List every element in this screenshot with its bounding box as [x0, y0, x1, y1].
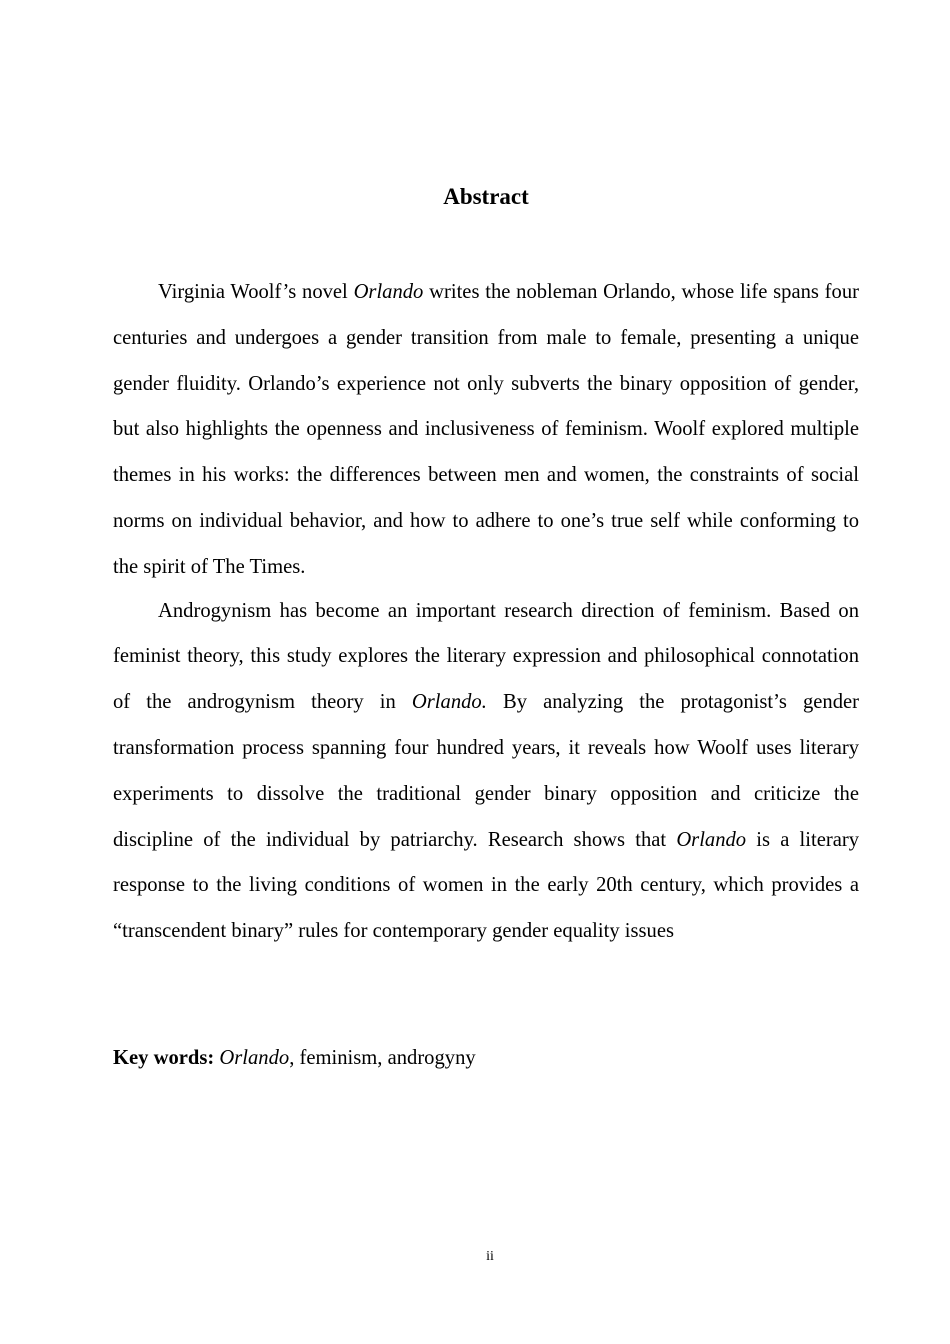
paragraph-1-text-a: Virginia Woolf’s novel [158, 281, 354, 303]
novel-title-italic: Orlando [353, 281, 424, 303]
novel-title-italic: Orlando. [411, 691, 487, 714]
abstract-paragraph-2 [113, 589, 859, 955]
paragraph-2-text-c: is a literary response to the living conditions of women in the early 20th century, which provides a “transcendent binary” rules for contemporary gender equality issues [113, 828, 860, 943]
paragraph-2-text-b: By analyzing the protagonist’s gender transformation process spanning four hundred years, it reveals how Woolf uses literary experiments to dissolve the traditional gender binary opposition and criticize the discipline of the individual by patriarchy. Research shows that [113, 691, 859, 851]
abstract-paragraph-1 [113, 270, 859, 591]
page-title: Abstract [443, 184, 529, 209]
paragraph-1-text-b: writes the nobleman Orlando, whose life spans four centuries and undergoes a gender transition from male to female, presenting a unique gender fluidity. Orlando’s experience not only subverts the binary opposition of gender, but also highlights the openness and inclusiveness of feminism. Woolf explored multiple themes in his works: the differences between men and women, the constraints of social norms on individual behavior, and how to adhere to one’s true self while conforming to the spirit of The Times. [113, 281, 859, 578]
abstract-body [113, 270, 859, 955]
page-number: ii [486, 1249, 494, 1264]
keyword-orlando: Orlando [219, 1047, 290, 1069]
keywords-label: Key words: [113, 1047, 215, 1069]
paragraph-2-text-a: Androgynism has become an important research direction of feminism. Based on feminist theory, this study explores the literary expression and philosophical connotation of the androgynism theory in [113, 599, 859, 714]
keywords-line [113, 1043, 476, 1073]
novel-title-italic: Orlando [676, 828, 747, 851]
keywords-rest: , feminism, androgyny [289, 1047, 476, 1069]
